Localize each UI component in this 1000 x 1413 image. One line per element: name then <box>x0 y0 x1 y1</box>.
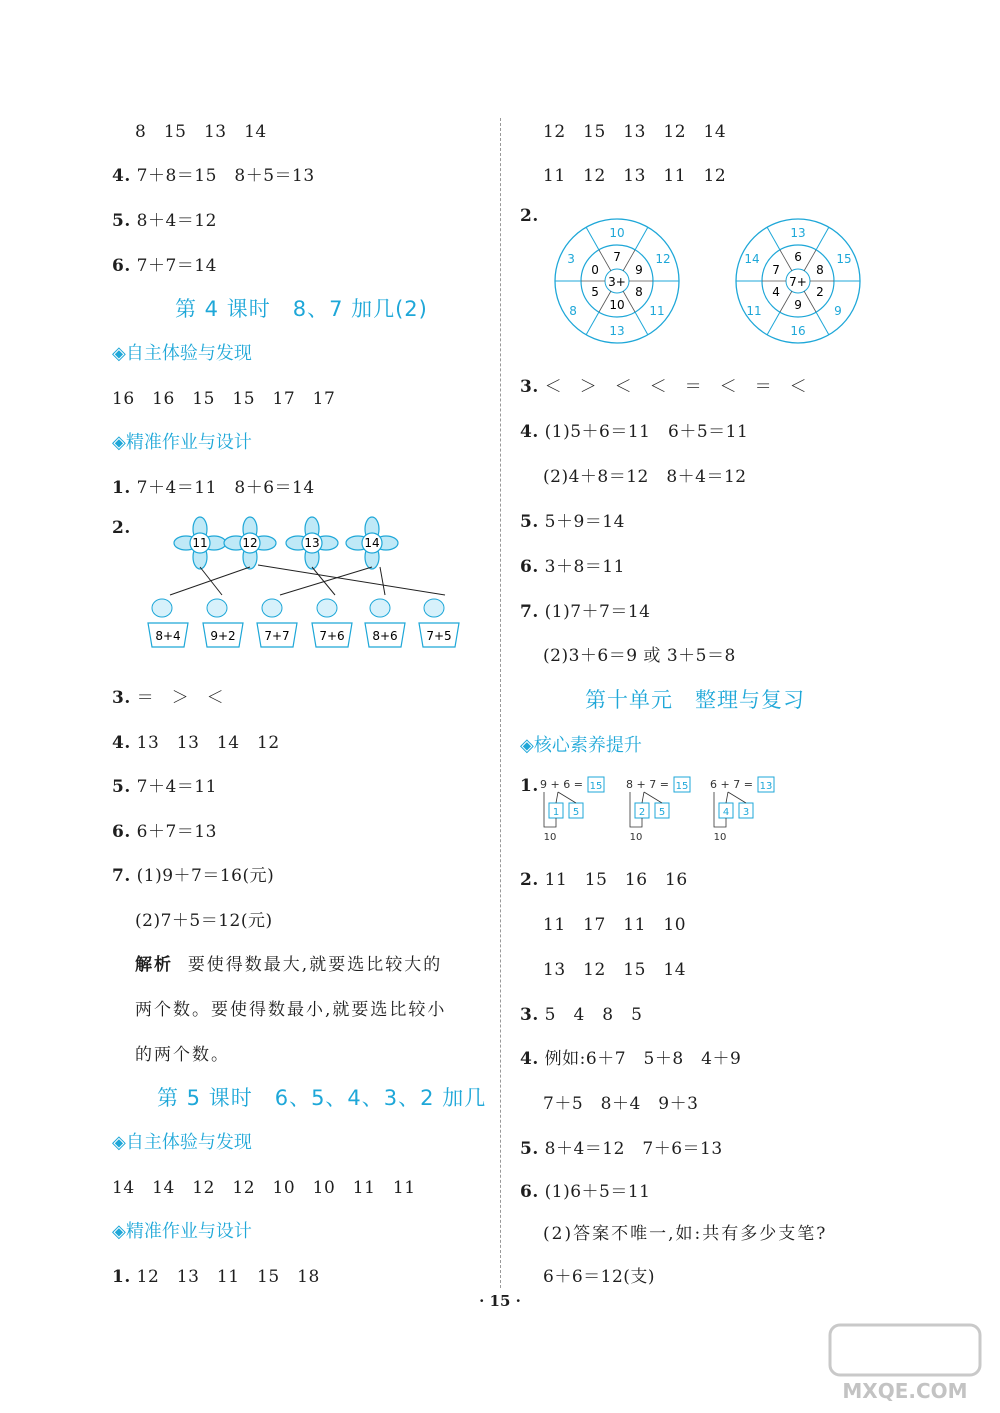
svg-text:12: 12 <box>655 252 671 266</box>
answer-line: 4. 13 13 14 12 <box>112 733 280 753</box>
number-wheel <box>733 216 863 346</box>
answer-line: 4. 7＋8＝15 8＋5＝13 <box>112 166 315 186</box>
svg-text:7+: 7+ <box>789 275 807 289</box>
section-heading: ◈自主体验与发现 <box>112 343 252 364</box>
flower-label: 13 <box>304 536 320 550</box>
answer-line: 11 12 13 11 12 <box>543 166 727 186</box>
answer-line: (2)4＋8＝12 8＋4＝12 <box>543 467 747 487</box>
svg-text:3+: 3+ <box>608 275 626 289</box>
svg-text:3: 3 <box>742 807 750 818</box>
svg-text:1: 1 <box>552 807 560 818</box>
answer-line: 7＋5 8＋4 9＋3 <box>543 1094 699 1114</box>
svg-text:10: 10 <box>713 832 727 843</box>
svg-text:3: 3 <box>567 252 575 266</box>
svg-text:15: 15 <box>675 781 689 792</box>
question-number: 2. <box>112 518 131 538</box>
svg-text:4: 4 <box>722 807 730 818</box>
section-heading: ◈精准作业与设计 <box>112 1221 252 1242</box>
answer-line: 2. 11 15 16 16 <box>520 870 688 890</box>
svg-text:5: 5 <box>591 285 599 299</box>
unit-title: 第十单元 整理与复习 <box>585 688 805 712</box>
watermark-logo <box>820 1320 990 1405</box>
answer-line: 5. 5＋9＝14 <box>520 512 625 532</box>
answer-line: 7. (1)7＋7＝14 <box>520 602 651 622</box>
svg-text:7: 7 <box>613 250 621 264</box>
answer-line: 7. (1)9＋7＝16(元) <box>112 866 275 886</box>
page-number: · 15 · <box>479 1292 521 1310</box>
svg-text:13: 13 <box>759 781 773 792</box>
lesson-title: 第 4 课时 8、7 加几(2) <box>175 297 428 321</box>
answer-line: 11 17 11 10 <box>543 915 687 935</box>
svg-text:5: 5 <box>658 807 666 818</box>
svg-text:9 + 6 =: 9 + 6 = <box>540 778 583 791</box>
answer-line: 6. (1)6＋5＝11 <box>520 1182 651 1202</box>
svg-text:2: 2 <box>638 807 646 818</box>
flower-label: 14 <box>364 536 380 550</box>
answer-line: (2)7＋5＝12(元) <box>135 911 273 931</box>
answer-line: 3. 5 4 8 5 <box>520 1005 643 1025</box>
answer-line: 5. 7＋4＝11 <box>112 777 217 797</box>
answer-line: 14 14 12 12 10 10 11 11 <box>112 1178 416 1198</box>
svg-text:15: 15 <box>589 781 603 792</box>
flower-label: 12 <box>242 536 258 550</box>
split-ten-figure <box>538 772 798 847</box>
answer-line: 3. ＜ ＞ ＜ ＜ ＝ ＜ ＝ ＜ <box>520 377 808 397</box>
section-heading: ◈核心素养提升 <box>520 735 642 756</box>
answer-line: 4. 例如:6＋7 5＋8 4＋9 <box>520 1049 742 1069</box>
svg-text:11: 11 <box>649 304 665 318</box>
answer-line: 6. 3＋8＝11 <box>520 557 625 577</box>
answer-line: (2)3＋6＝9 或 3＋5＝8 <box>543 646 736 666</box>
answer-line: 6. 6＋7＝13 <box>112 822 217 842</box>
flower-label: 11 <box>192 536 208 550</box>
svg-text:13: 13 <box>609 324 625 338</box>
svg-text:10: 10 <box>609 226 625 240</box>
answer-line: 6＋6＝12(支) <box>543 1267 656 1287</box>
svg-text:8 + 7 =: 8 + 7 = <box>626 778 669 791</box>
lesson-title: 第 5 课时 6、5、4、3、2 加几 <box>157 1086 487 1110</box>
answer-line: (2)答案不唯一,如:共有多少支笔? <box>543 1224 828 1244</box>
svg-text:8: 8 <box>816 263 824 277</box>
svg-text:0: 0 <box>591 263 599 277</box>
bee-label: 7+6 <box>319 629 345 643</box>
svg-text:8: 8 <box>635 285 643 299</box>
answer-line: 4. (1)5＋6＝11 6＋5＝11 <box>520 422 749 442</box>
answer-line: 1. 7＋4＝11 8＋6＝14 <box>112 478 315 498</box>
svg-text:MXQE.COM: MXQE.COM <box>842 1379 968 1403</box>
svg-text:8: 8 <box>569 304 577 318</box>
answer-line: 1. 12 13 11 15 18 <box>112 1267 320 1287</box>
answer-line: 5. 8＋4＝12 7＋6＝13 <box>520 1139 723 1159</box>
answer-line: 16 16 15 15 17 17 <box>112 389 336 409</box>
section-heading: ◈精准作业与设计 <box>112 432 252 453</box>
svg-text:7: 7 <box>772 263 780 277</box>
svg-text:2: 2 <box>816 285 824 299</box>
svg-text:10: 10 <box>629 832 643 843</box>
question-number: 1. <box>520 776 539 796</box>
answer-line: 6. 7＋7＝14 <box>112 256 217 276</box>
answer-line: 3. ＝ ＞ ＜ <box>112 688 225 708</box>
bee-label: 7+5 <box>426 629 452 643</box>
column-divider <box>500 118 501 1288</box>
svg-text:4: 4 <box>772 285 780 299</box>
bee-label: 8+4 <box>155 629 181 643</box>
svg-text:10: 10 <box>543 832 557 843</box>
svg-text:13: 13 <box>790 226 806 240</box>
analysis-text: 两个数。要使得数最小,就要选比较小 <box>135 1000 447 1020</box>
svg-text:14: 14 <box>744 252 760 266</box>
bee-label: 8+6 <box>372 629 398 643</box>
svg-text:9: 9 <box>635 263 643 277</box>
analysis-text: 解析 要使得数最大,就要选比较大的 <box>135 955 443 975</box>
question-number: 2. <box>520 206 539 226</box>
answer-line: 12 15 13 12 14 <box>543 122 727 142</box>
number-wheel <box>552 216 682 346</box>
svg-text:6: 6 <box>794 250 802 264</box>
analysis-text: 的两个数。 <box>135 1045 230 1065</box>
svg-text:6 + 7 =: 6 + 7 = <box>710 778 753 791</box>
answer-line: 8 15 13 14 <box>135 122 267 142</box>
bee-label: 9+2 <box>210 629 236 643</box>
svg-text:10: 10 <box>609 298 625 312</box>
answer-line: 5. 8＋4＝12 <box>112 211 217 231</box>
bee-label: 7+7 <box>264 629 290 643</box>
svg-text:5: 5 <box>572 807 580 818</box>
svg-text:9: 9 <box>834 304 842 318</box>
answer-line: 13 12 15 14 <box>543 960 687 980</box>
flower-bee-figure <box>140 515 470 655</box>
svg-text:9: 9 <box>794 298 802 312</box>
svg-text:15: 15 <box>836 252 852 266</box>
svg-text:16: 16 <box>790 324 806 338</box>
svg-text:11: 11 <box>746 304 762 318</box>
section-heading: ◈自主体验与发现 <box>112 1132 252 1153</box>
